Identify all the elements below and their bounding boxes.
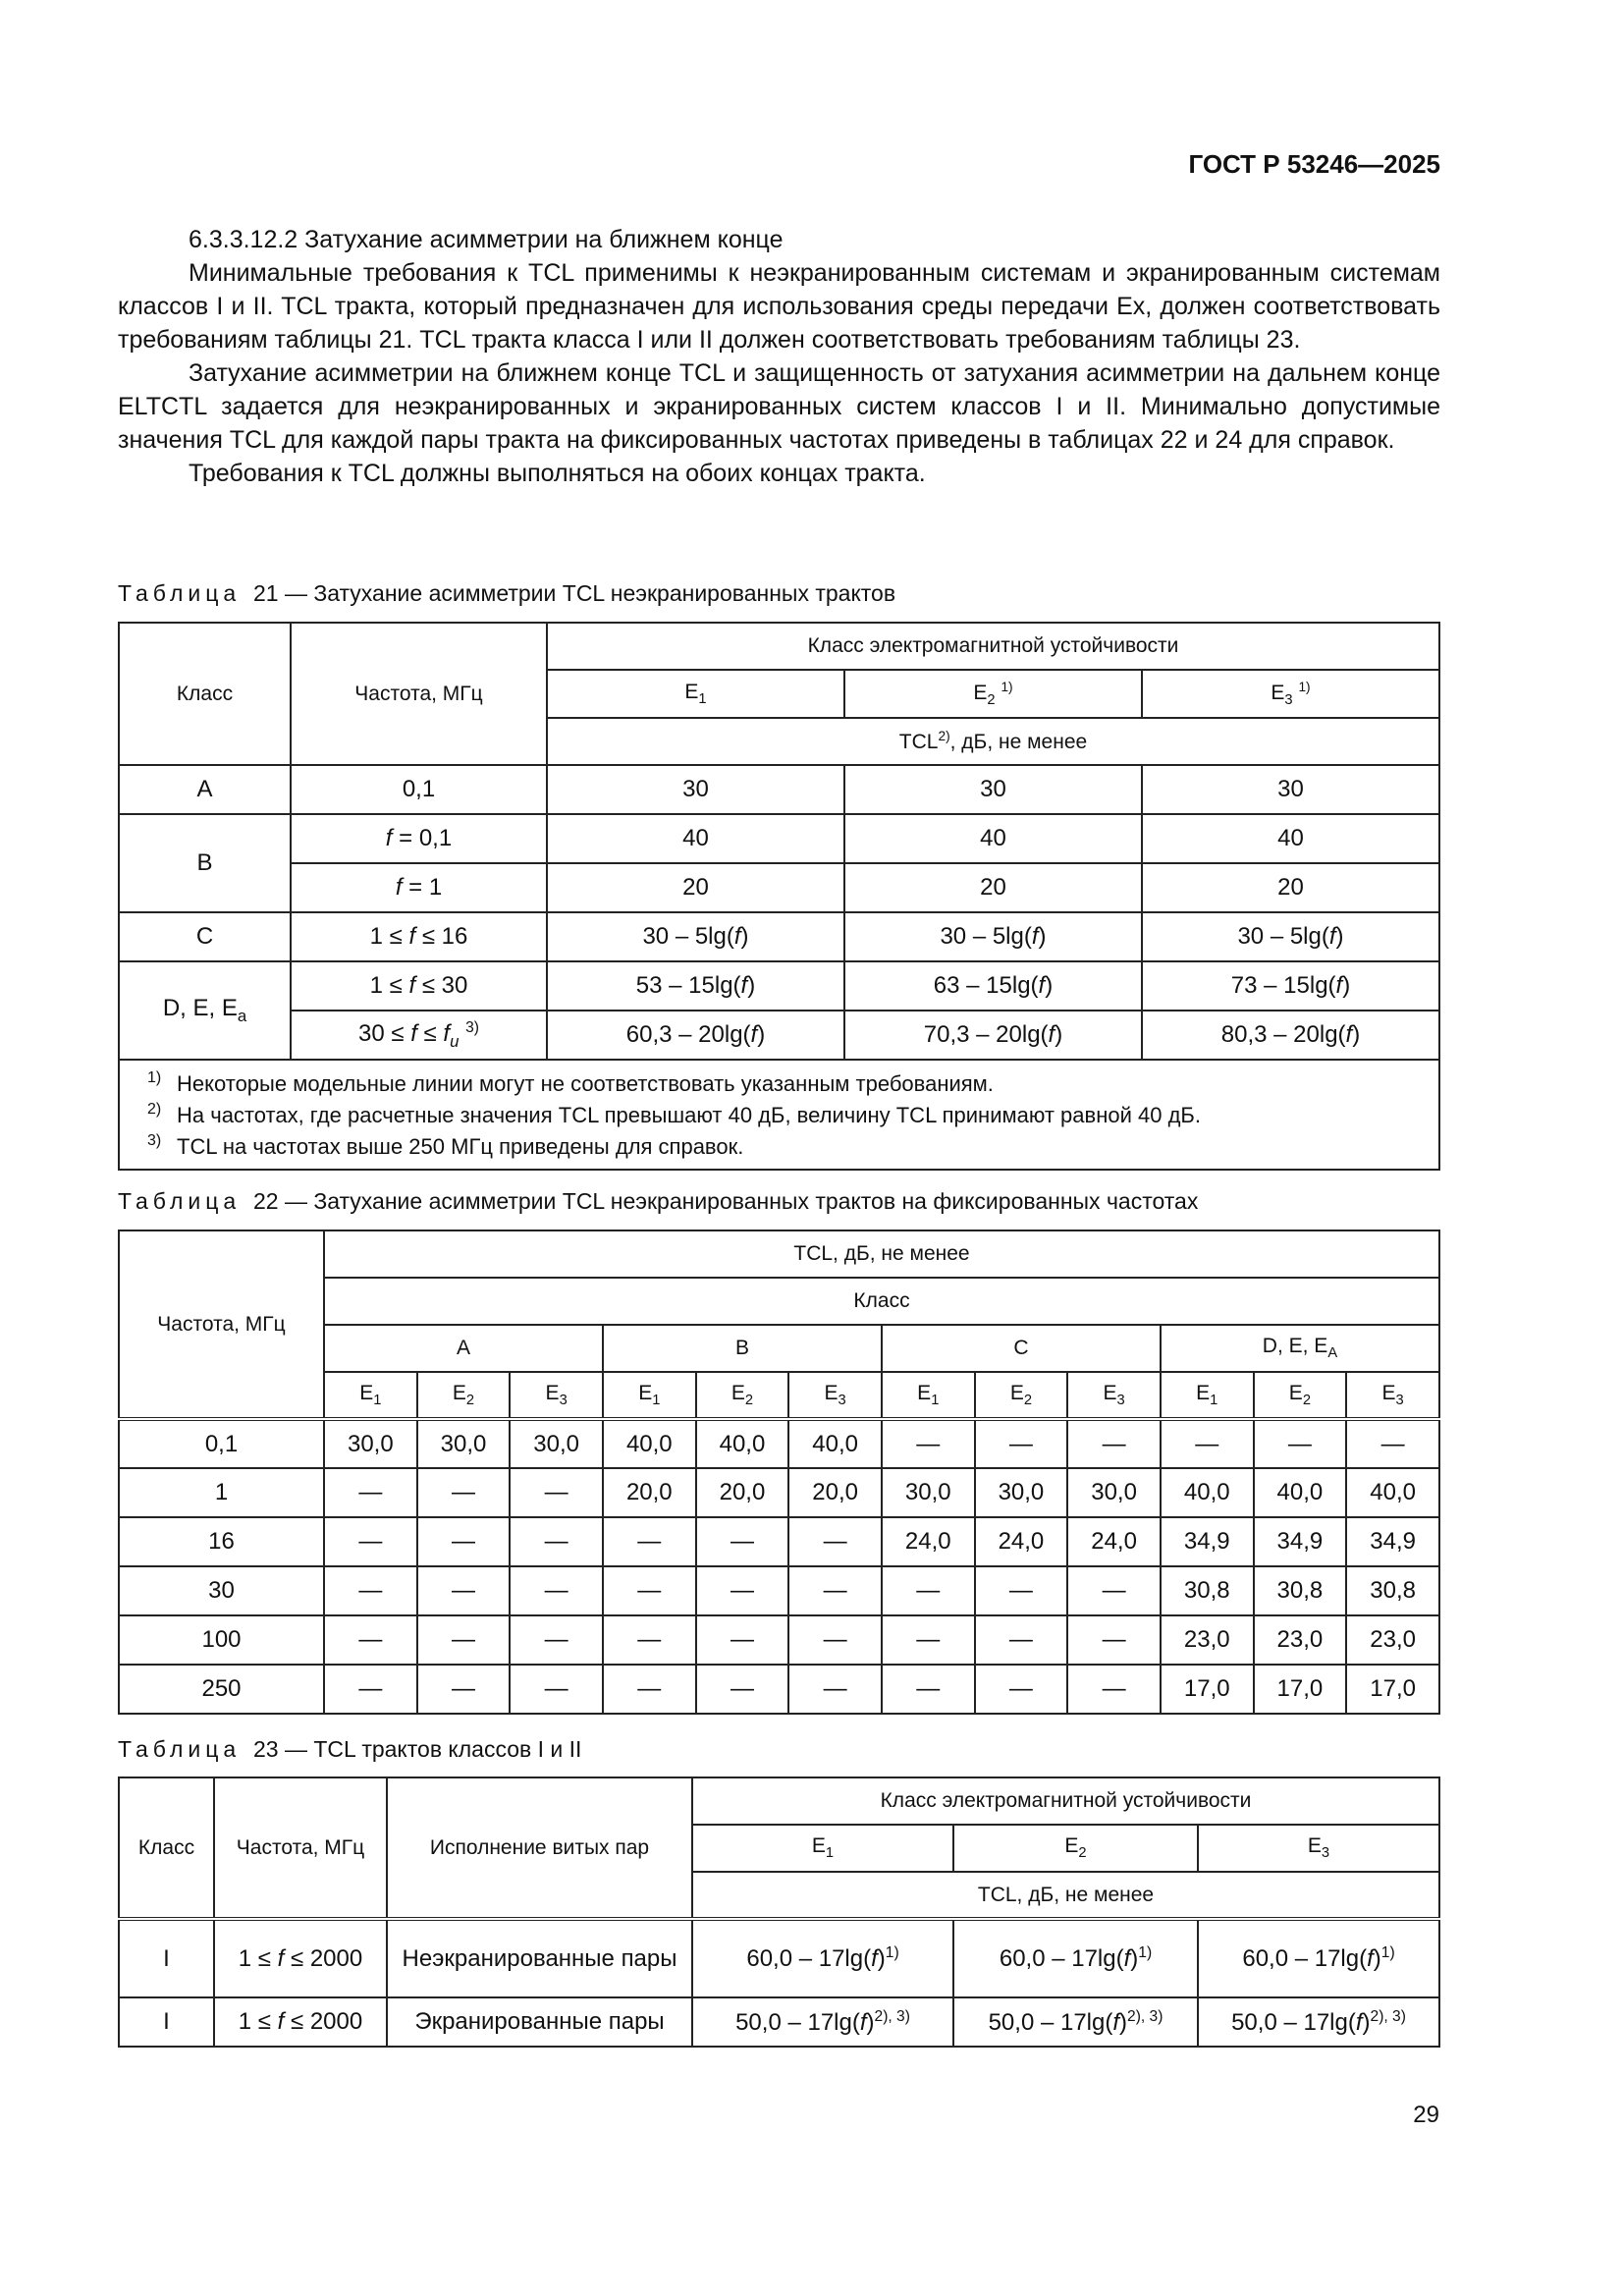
cell-value: — [1254,1419,1347,1468]
cell-value: — [696,1517,789,1566]
cell-value: — [324,1468,417,1517]
t22-header-class: Класс [324,1278,1439,1325]
cell-value: 20,0 [788,1468,882,1517]
cell-freq: 250 [119,1665,324,1714]
t21-header-class: Класс [119,623,291,765]
cell-value: — [510,1468,603,1517]
cell-value: — [510,1665,603,1714]
cell-value: 23,0 [1161,1615,1254,1665]
cell-value: — [510,1615,603,1665]
cell-value: — [324,1615,417,1665]
t22-subheader-row: $E_1$ $E_2$ $E_3$ $E_1$ $E_2$ $E_3$ $E_1$ $E_2$ $E_3$ $E_1$ $E_2$ $E_3$ [119,1372,1439,1419]
paragraph-3: Требования к TCL должны выполняться на обоих концах тракта. [189,460,926,487]
cell-value: 40,0 [788,1419,882,1468]
cell-value: — [417,1615,511,1665]
cell-value: 30,0 [324,1419,417,1468]
t22-header-freq: Частота, МГц [119,1230,324,1419]
table-row [119,1566,1439,1615]
table-row: f = 1 20 20 20 [119,863,1439,912]
cell-value: — [1067,1566,1161,1615]
table-22 [118,1230,1440,1715]
cell-value: 40,0 [1254,1468,1347,1517]
cell-value: — [603,1615,696,1665]
cell-value: — [882,1419,975,1468]
cell-value: 30,8 [1346,1566,1439,1615]
t21-header-emc: Класс электромагнитной устойчивости [547,623,1439,670]
t22-group-b: B [603,1325,882,1372]
cell-freq: 1 [119,1468,324,1517]
cell-value: — [788,1517,882,1566]
cell-value: — [417,1566,511,1615]
footnote: 1) Некоторые модельные линии могут не соответствовать указанным требованиям. [147,1069,994,1096]
cell-value: — [696,1665,789,1714]
cell-value: 17,0 [1346,1665,1439,1714]
cell-value: — [882,1615,975,1665]
table-row: I 1 ≤ f ≤ 2000 Экранированные пары $50,0 - 17\lg(f)^{2), 3)}$ $50,0 - 17\lg(f)^{2), 3)}$ $50,0 - 17\lg(f)^{2), 3)}$ [119,1997,1439,2047]
page-number: 29 [1413,2102,1439,2128]
cell-value: 30,0 [417,1419,511,1468]
cell-value: 40,0 [1346,1468,1439,1517]
cell-value: — [696,1566,789,1615]
paragraph-2: Затухание асимметрии на ближнем конце TCL и защищенность от затухания асимметрии на дальнем конце ELTCTL задается для неэкранированных и экранированных систем классов I и II. Минимально допустимые значения TCL для каждой пары тракта на фиксированных частотах приведены в таблицах 22 и 24 для справок. [118,359,1440,454]
cell-value: — [603,1517,696,1566]
table-row: I 1 ≤ f ≤ 2000 Неэкранированные пары $60,0 - 17\lg(f)^{1)}$ $60,0 - 17\lg(f)^{1)}$ $60,0 - 17\lg(f)^{1)}$ [119,1919,1439,1997]
cell-value: — [975,1419,1068,1468]
cell-value: 40,0 [603,1419,696,1468]
table-21 [118,622,1440,1171]
t23-header-emc: Класс электромагнитной устойчивости [692,1777,1439,1825]
cell-value: — [510,1566,603,1615]
table-row [119,1615,1439,1665]
t23-header-freq: Частота, МГц [214,1777,387,1919]
table-21-caption: Таблица 21 — Затухание асимметрии TCL неэкранированных трактов [118,580,896,606]
table-23-caption: Таблица 23 — TCL трактов классов I и II [118,1736,582,1762]
cell-value: — [1067,1665,1161,1714]
table-row [119,1468,1439,1517]
t22-header-tcl: TCL, дБ, не менее [324,1230,1439,1278]
t23-header-tcl: TCL, дБ, не менее [692,1872,1439,1919]
cell-value: 30,0 [882,1468,975,1517]
section-title: 6.3.3.12.2 Затухание асимметрии на ближнем конце [189,226,784,253]
t22-group-d: D, E, $E_A$ [1161,1325,1439,1372]
footnote: 2) На частотах, где расчетные значения TCL превышают 40 дБ, величину TCL принимают равной 40 дБ. [147,1101,1201,1127]
cell-value: 30,8 [1161,1566,1254,1615]
cell-value: — [417,1665,511,1714]
cell-value: 20,0 [603,1468,696,1517]
cell-value: — [324,1517,417,1566]
t21-header-e3: $E_3$ $^{1)}$ [1142,670,1439,718]
cell-value: 23,0 [1346,1615,1439,1665]
cell-value: 24,0 [882,1517,975,1566]
cell-value: 30,8 [1254,1566,1347,1615]
t21-header-freq: Частота, МГц [291,623,547,765]
table-row: B f = 0,1 40 40 40 [119,814,1439,863]
table-row [119,1517,1439,1566]
cell-value: 30,0 [1067,1468,1161,1517]
cell-value: — [1346,1419,1439,1468]
footnote: 3) TCL на частотах выше 250 МГц приведены для справок. [147,1132,744,1159]
cell-value: 40,0 [696,1419,789,1468]
cell-value: — [417,1517,511,1566]
cell-value: 24,0 [975,1517,1068,1566]
cell-value: — [1067,1615,1161,1665]
cell-value: 23,0 [1254,1615,1347,1665]
cell-value: — [603,1665,696,1714]
cell-value: — [324,1665,417,1714]
cell-value: — [324,1566,417,1615]
table-row: C 1 ≤ f ≤ 16 30 – 5lg(f) 30 – 5lg(f) 30 – 5lg(f) [119,912,1439,961]
cell-value: — [603,1566,696,1615]
table-row: A 0,1 30 30 30 [119,765,1439,814]
table-row: $30 \le f \le f_u$ $^{3)}$ 60,3 – 20lg(f) 70,3 – 20lg(f) 80,3 – 20lg(f) [119,1011,1439,1060]
cell-freq: 30 [119,1566,324,1615]
cell-freq: 16 [119,1517,324,1566]
table-row: D, E, $E_a$ 1 ≤ f ≤ 30 53 – 15lg(f) 63 – 15lg(f) 73 – 15lg(f) [119,961,1439,1011]
body-text [118,223,1440,490]
cell-value: — [882,1665,975,1714]
table-22-caption: Таблица 22 — Затухание асимметрии TCL неэкранированных трактов на фиксированных частотах [118,1188,1199,1214]
cell-value: 24,0 [1067,1517,1161,1566]
t21-footnotes [119,1060,1439,1170]
t21-header-e1: $E_1$ [547,670,844,718]
cell-value: 20,0 [696,1468,789,1517]
t23-header-exec: Исполнение витых пар [387,1777,692,1919]
cell-value: — [882,1566,975,1615]
table-23: Класс Частота, МГц Исполнение витых пар Класс электромагнитной устойчивости $E_1$ $E_2$ $E_3$ TCL, дБ, не менее I 1 ≤ f ≤ 2000 Неэкранированные пары $60,0 - 17\lg(f)^{1)}$ $60,0 - 17\lg(f)^{1)}$ $60,0 - 17\lg(f)^{1)}$ I 1 ≤ f ≤ 2000 Экранированные пары $50,0 - 17\lg(f)^{2), 3)}$ $50,0 - 17\lg(f)^{2), 3)}$ $50,0 - 17\lg(f)^{2), 3)}$ [118,1777,1440,2048]
cell-value: 34,9 [1346,1517,1439,1566]
t21-header-e2: $E_2$ $^{1)}$ [844,670,1142,718]
paragraph-1: Минимальные требования к TCL применимы к неэкранированным системам и экранированным системам классов I и II. TCL тракта, который предназначен для использования среды передачи Ex, должен соответствовать требованиям таблицы 21. TCL тракта класса I или II должен соответствовать требованиям таблицы 23. [118,259,1440,354]
cell-value: — [417,1468,511,1517]
cell-freq: 100 [119,1615,324,1665]
cell-value: 34,9 [1254,1517,1347,1566]
cell-freq: 0,1 [119,1419,324,1468]
cell-value: — [788,1665,882,1714]
table-row [119,1419,1439,1468]
cell-value: — [975,1665,1068,1714]
cell-value: — [510,1517,603,1566]
table-row [119,1665,1439,1714]
cell-value: 17,0 [1161,1665,1254,1714]
cell-value: — [696,1615,789,1665]
cell-value: 34,9 [1161,1517,1254,1566]
cell-value: 17,0 [1254,1665,1347,1714]
cell-value: — [1067,1419,1161,1468]
cell-value: 40,0 [1161,1468,1254,1517]
t23-header-class: Класс [119,1777,214,1919]
cell-value: 30,0 [975,1468,1068,1517]
cell-value: — [1161,1419,1254,1468]
t22-group-a: A [324,1325,603,1372]
cell-value: — [975,1615,1068,1665]
cell-value: — [788,1566,882,1615]
t22-group-c: C [882,1325,1161,1372]
cell-value: — [788,1615,882,1665]
t21-header-tcl: TCL$^{2)}$, дБ, не менее [547,718,1439,765]
document-header: ГОСТ Р 53246—2025 [1188,149,1440,179]
cell-value: — [975,1566,1068,1615]
cell-value: 30,0 [510,1419,603,1468]
